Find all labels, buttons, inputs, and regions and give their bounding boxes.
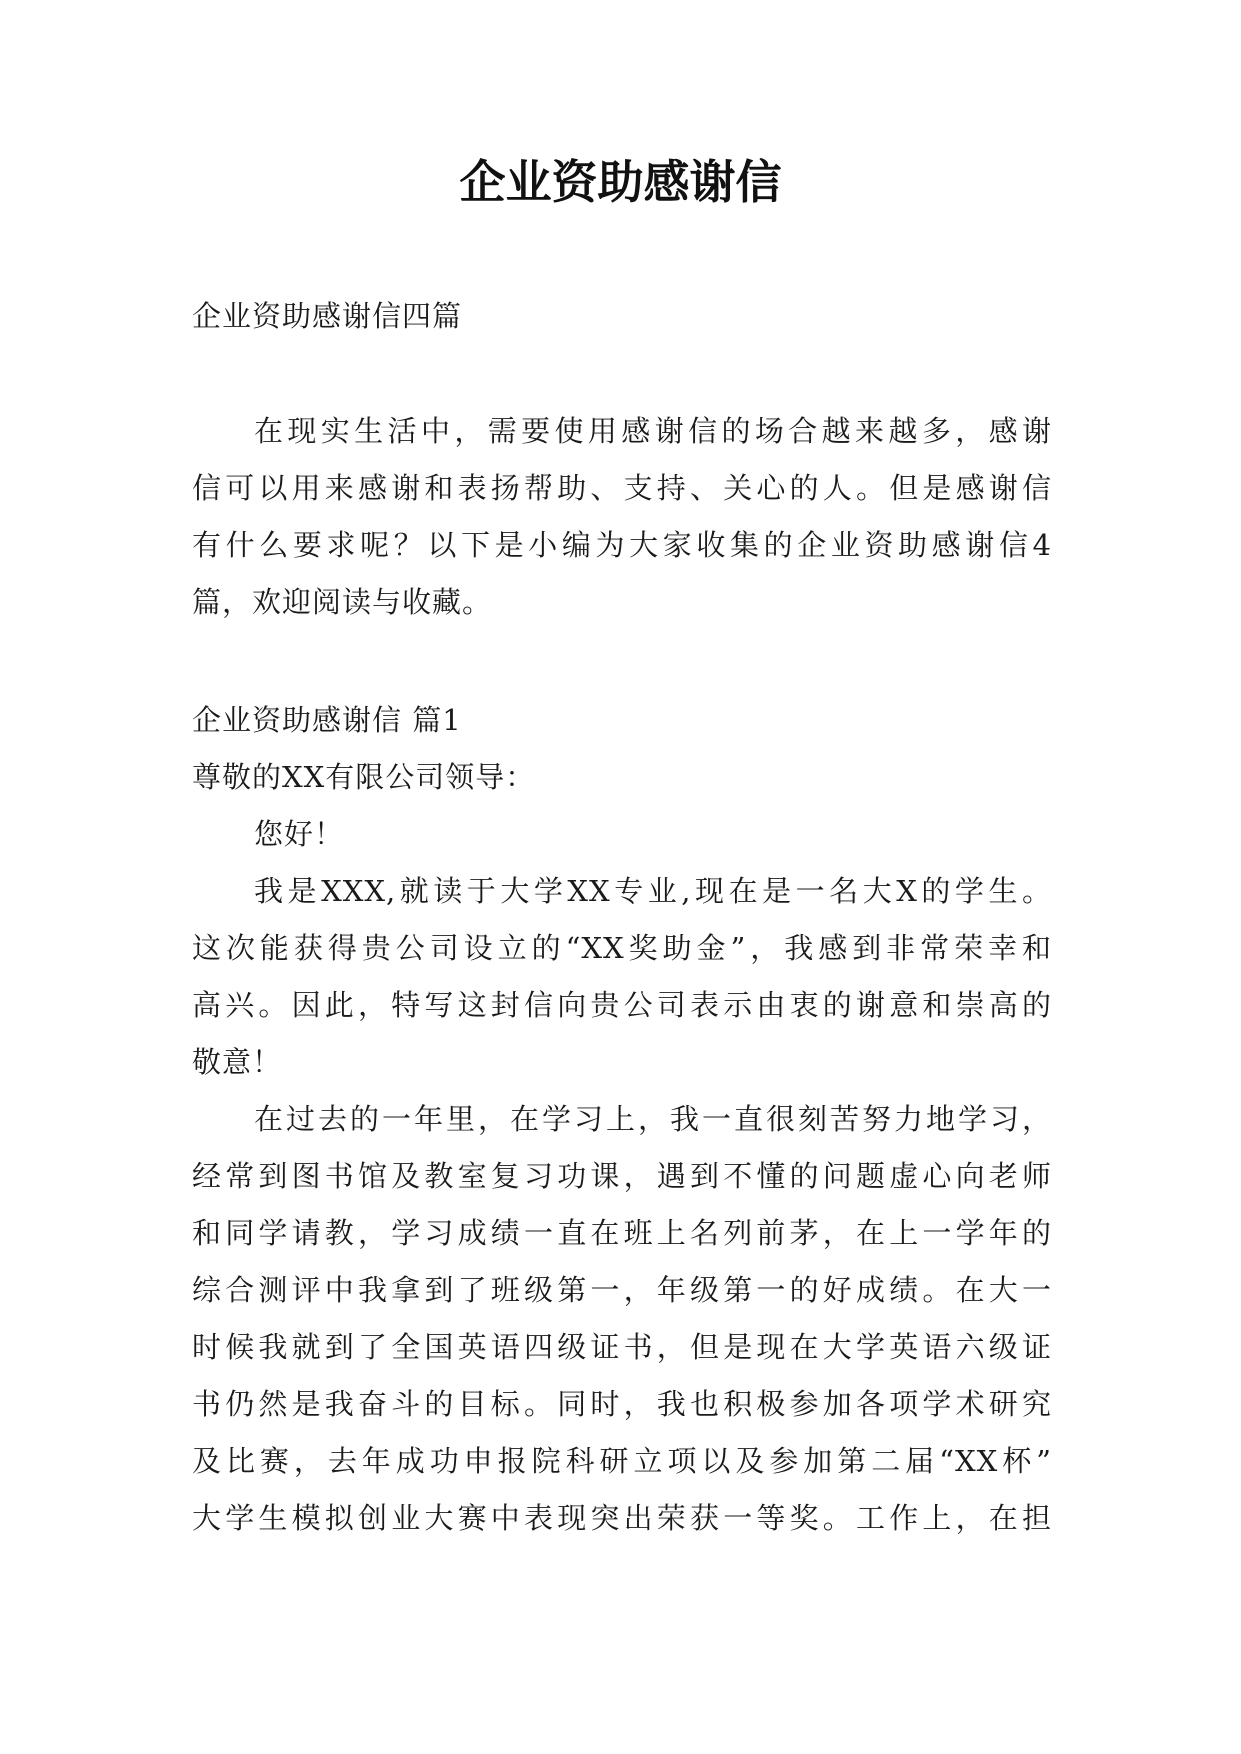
paragraph2-line: 综合测评中我拿到了班级第一，年级第一的好成绩。在大一	[192, 1273, 1052, 1307]
paragraph2-line: 时候我就到了全国英语四级证书，但是现在大学英语六级证	[192, 1330, 1052, 1364]
paragraph1-line: 高兴。因此，特写这封信向贵公司表示由衷的谢意和崇高的	[192, 988, 1052, 1022]
intro-line: 信可以用来感谢和表扬帮助、支持、关心的人。但是感谢信	[192, 471, 1052, 505]
salutation: 尊敬的XX有限公司领导：	[192, 760, 536, 794]
paragraph2-line: 大学生模拟创业大赛中表现突出荣获一等奖。工作上，在担	[192, 1501, 1052, 1535]
document-title: 企业资助感谢信	[459, 155, 782, 209]
section-heading: 企业资助感谢信 篇1	[192, 703, 462, 737]
paragraph2-line: 经常到图书馆及教室复习功课，遇到不懂的问题虚心向老师	[192, 1159, 1052, 1193]
paragraph2-line: 在过去的一年里，在学习上，我一直很刻苦努力地学习，	[254, 1102, 1052, 1136]
paragraph1-line: 这次能获得贵公司设立的“XX奖助金”，我感到非常荣幸和	[192, 931, 1052, 965]
greeting: 您好！	[254, 817, 345, 851]
paragraph2-line: 和同学请教，学习成绩一直在班上名列前茅，在上一学年的	[192, 1216, 1052, 1250]
paragraph2-line: 书仍然是我奋斗的目标。同时，我也积极参加各项学术研究	[192, 1387, 1052, 1421]
paragraph1-line: 敬意！	[192, 1045, 283, 1079]
document-subtitle: 企业资助感谢信四篇	[192, 299, 463, 333]
paragraph1-line: 我是XXX,就读于大学XX专业,现在是一名大X的学生。	[254, 874, 1052, 908]
paragraph2-line: 及比赛，去年成功申报院科研立项以及参加第二届“XX杯”	[192, 1444, 1052, 1478]
intro-line: 有什么要求呢？以下是小编为大家收集的企业资助感谢信4	[192, 528, 1052, 562]
intro-line: 篇，欢迎阅读与收藏。	[192, 585, 493, 619]
intro-line: 在现实生活中，需要使用感谢信的场合越来越多，感谢	[254, 414, 1052, 448]
